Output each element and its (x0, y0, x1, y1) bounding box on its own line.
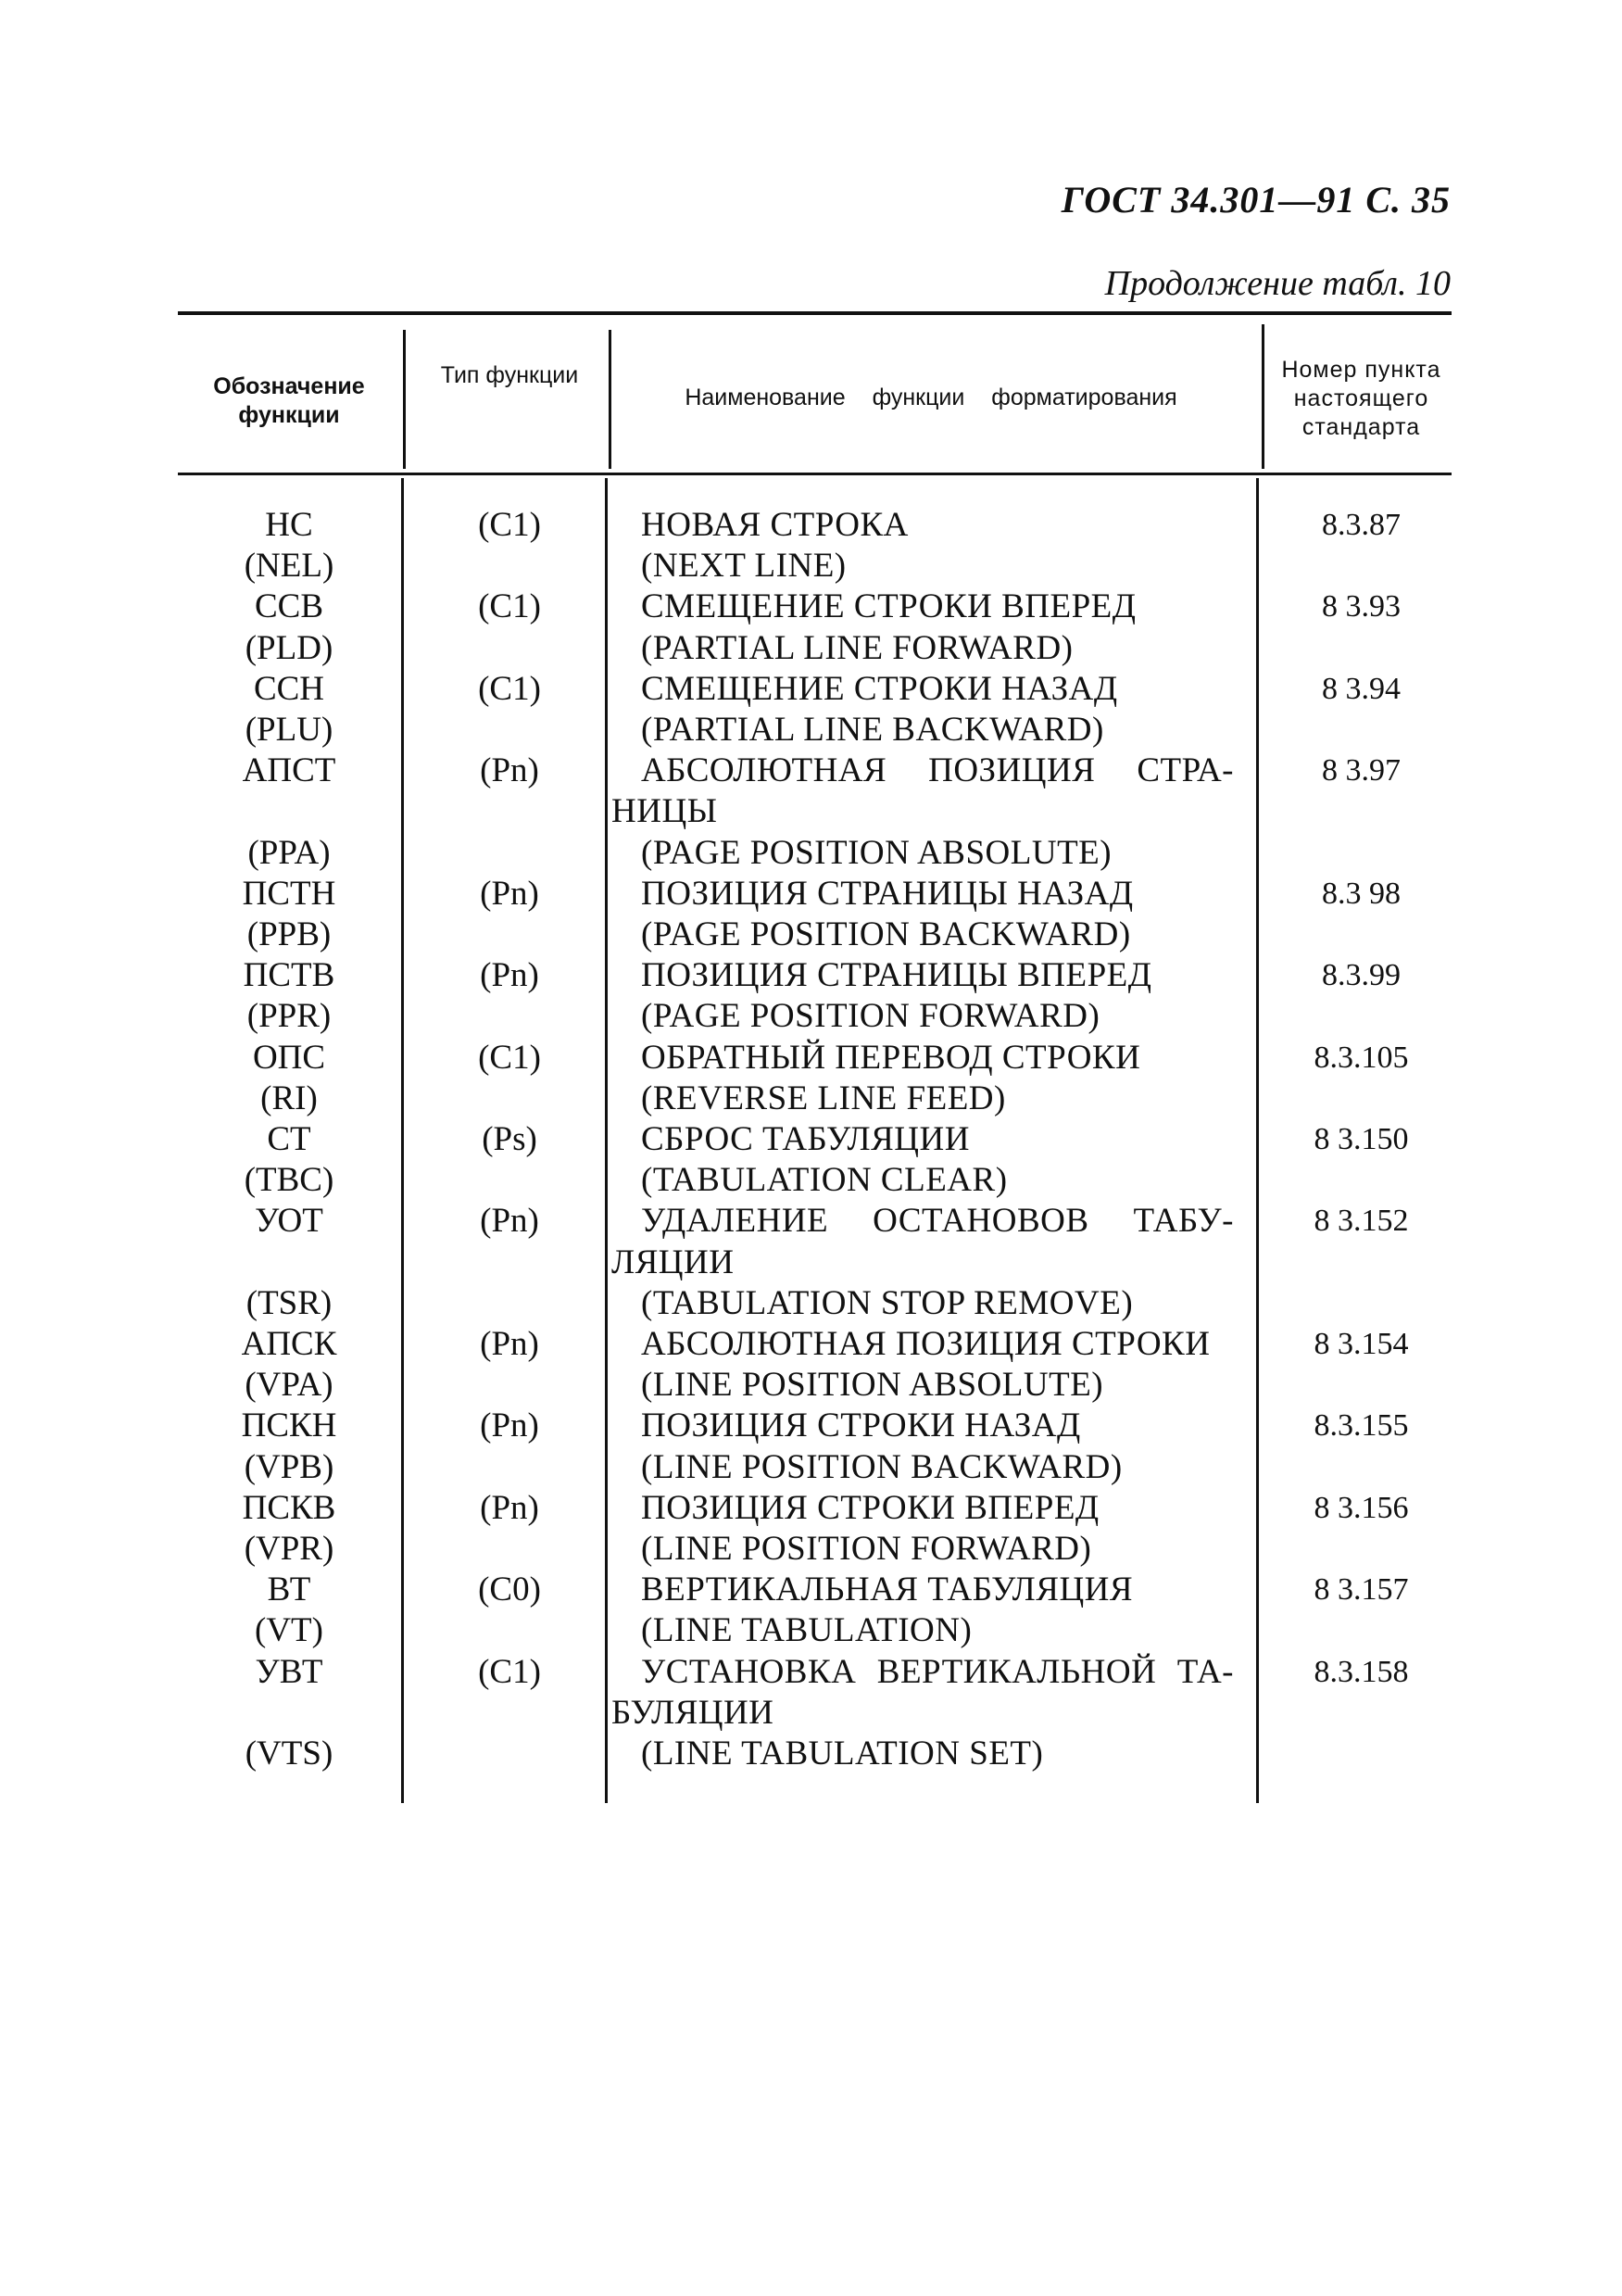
cell-name: СМЕЩЕНИЕ СТРОКИ НАЗАД (641, 669, 1118, 708)
cell-type: (С0) (478, 1571, 541, 1609)
table-row (0, 669, 1622, 710)
table-row (0, 874, 1622, 915)
cell-name: (PARTIAL LINE FORWARD) (641, 628, 1074, 667)
cell-name: УДАЛЕНИЕ ОСТАНОВОВ ТАБУ- (641, 1202, 1234, 1241)
cell-code: ОПС (252, 1038, 326, 1077)
cell-code: ССН (253, 669, 325, 708)
cell-code: АПСТ (242, 751, 336, 790)
cell-name: (PAGE POSITION ABSOLUTE) (641, 833, 1113, 872)
column-header-clause: Номер пункта настоящего стандарта (1281, 357, 1441, 440)
table-row (0, 1610, 1622, 1651)
cell-clause: 8.3.105 (1314, 1040, 1409, 1075)
cell-clause: 8.3.99 (1322, 958, 1401, 993)
cell-type: (С1) (478, 506, 541, 544)
cell-type: (С1) (478, 1652, 541, 1691)
cell-code: ПСТВ (243, 956, 335, 995)
table-row (0, 1529, 1622, 1570)
cell-code: НС (265, 506, 313, 544)
cell-code: (PPA) (247, 833, 331, 872)
table-row (0, 1201, 1622, 1242)
cell-code: (VPA) (245, 1366, 333, 1405)
table-top-rule (178, 311, 1452, 315)
cell-name: ПОЗИЦИЯ СТРАНИЦЫ ВПЕРЕД (641, 956, 1152, 995)
cell-code: (PLD) (245, 628, 333, 667)
cell-name: (LINE POSITION ABSOLUTE) (641, 1366, 1104, 1405)
cell-name: ПОЗИЦИЯ СТРОКИ НАЗАД (641, 1407, 1081, 1445)
cell-name: АБСОЛЮТНАЯ ПОЗИЦИЯ СТРА- (641, 751, 1234, 790)
table-row (0, 1406, 1622, 1446)
cell-code: УОТ (255, 1202, 323, 1241)
column-header-type: Тип функции (440, 362, 579, 388)
cell-name: БУЛЯЦИИ (611, 1693, 774, 1732)
table-row (0, 751, 1622, 791)
table-row (0, 1324, 1622, 1365)
cell-name: (LINE POSITION FORWARD) (641, 1530, 1092, 1568)
cell-name: ПОЗИЦИЯ СТРАНИЦЫ НАЗАД (641, 874, 1134, 913)
cell-name: (LINE TABULATION SET) (641, 1735, 1044, 1772)
cell-type: (Pn) (480, 1488, 539, 1527)
cell-name: (PAGE POSITION BACKWARD) (641, 915, 1131, 953)
cell-clause: 8 3.97 (1322, 753, 1401, 788)
cell-code: (VTS) (245, 1735, 333, 1772)
header-divider-3 (1262, 324, 1264, 469)
table-row (0, 833, 1622, 874)
table-row (0, 1160, 1622, 1201)
cell-name: (PAGE POSITION FORWARD) (641, 997, 1100, 1036)
cell-type: (Pn) (480, 1202, 539, 1241)
table-row (0, 915, 1622, 955)
table-row (0, 1693, 1622, 1734)
table-row (0, 628, 1622, 669)
cell-type: (Pn) (480, 1407, 539, 1445)
cell-code: (TSR) (245, 1283, 333, 1322)
table-row (0, 1488, 1622, 1529)
cell-code: (PPB) (246, 915, 332, 953)
cell-name: (TABULATION CLEAR) (641, 1161, 1008, 1200)
table-row (0, 505, 1622, 546)
cell-name: (LINE TABULATION) (641, 1611, 973, 1650)
cell-name: ЛЯЦИИ (611, 1243, 735, 1281)
cell-code: (NEL) (244, 547, 334, 586)
table-row (0, 1570, 1622, 1610)
cell-name: ОБРАТНЫЙ ПЕРЕВОД СТРОКИ (641, 1038, 1141, 1077)
cell-clause: 8 3.156 (1314, 1490, 1409, 1525)
cell-code: (VPB) (244, 1447, 334, 1486)
cell-type: (Ps) (482, 1120, 537, 1158)
table-row (0, 587, 1622, 627)
cell-clause: 8 3.150 (1314, 1122, 1409, 1156)
column-header-name: Наименование функции форматирования (685, 385, 1177, 410)
table-header-rule (178, 473, 1452, 475)
cell-code: ССВ (254, 587, 324, 626)
cell-code: ПСКВ (242, 1488, 336, 1527)
cell-name: СБРОС ТАБУЛЯЦИИ (641, 1120, 970, 1158)
cell-name: ПОЗИЦИЯ СТРОКИ ВПЕРЕД (641, 1488, 1100, 1527)
cell-name: УСТАНОВКА ВЕРТИКАЛЬНОЙ ТА- (641, 1652, 1234, 1691)
cell-name: (LINE POSITION BACKWARD) (641, 1447, 1123, 1486)
cell-type: (С1) (478, 587, 541, 626)
cell-clause: 8.3.87 (1322, 508, 1401, 542)
table-row (0, 710, 1622, 751)
table-row (0, 1652, 1622, 1693)
table-row (0, 1119, 1622, 1160)
cell-type: (Pn) (480, 956, 539, 995)
cell-clause: 8.3.155 (1314, 1408, 1409, 1444)
cell-clause: 8 3.152 (1314, 1204, 1409, 1239)
cell-name: (REVERSE LINE FEED) (641, 1079, 1006, 1117)
cell-code: СТ (267, 1120, 311, 1158)
cell-type: (Pn) (480, 874, 539, 913)
table-row (0, 1447, 1622, 1488)
cell-name: (NEXT LINE) (641, 547, 847, 586)
table-row (0, 1038, 1622, 1079)
cell-code: ВТ (267, 1571, 311, 1609)
cell-type: (Pn) (480, 1325, 539, 1363)
cell-code: (RI) (260, 1079, 318, 1117)
cell-clause: 8.3.158 (1314, 1654, 1409, 1689)
cell-clause: 8 3.94 (1322, 671, 1401, 706)
cell-code: (PLU) (245, 711, 333, 749)
table-row (0, 1365, 1622, 1406)
cell-code: (PPR) (246, 997, 332, 1036)
table-row (0, 791, 1622, 832)
cell-name: (TABULATION STOP REMOVE) (641, 1283, 1134, 1322)
page-header: ГОСТ 34.301—91 С. 35 (1061, 179, 1451, 221)
table-row (0, 955, 1622, 996)
cell-name: НИЦЫ (611, 792, 718, 831)
cell-clause: 8.3 98 (1322, 876, 1401, 911)
cell-code: (VT) (255, 1611, 323, 1650)
table-row (0, 1283, 1622, 1324)
table-row (0, 1243, 1622, 1283)
cell-name: ВЕРТИКАЛЬНАЯ ТАБУЛЯЦИЯ (641, 1571, 1134, 1609)
cell-clause: 8 3.154 (1314, 1327, 1409, 1361)
table-row (0, 996, 1622, 1037)
cell-type: (С1) (478, 1038, 541, 1077)
cell-code: АПСК (241, 1325, 337, 1363)
cell-type: (Pn) (480, 751, 539, 790)
cell-code: ПСКН (241, 1407, 337, 1445)
cell-name: (PARTIAL LINE BACKWARD) (641, 711, 1104, 749)
table-row (0, 1079, 1622, 1119)
cell-code: ПСТН (242, 874, 336, 913)
cell-code: УВТ (255, 1652, 323, 1691)
cell-name: СМЕЩЕНИЕ СТРОКИ ВПЕРЕД (641, 587, 1137, 626)
cell-name: НОВАЯ СТРОКА (641, 506, 909, 544)
cell-clause: 8 3.93 (1322, 589, 1401, 624)
table-caption: Продолжение табл. 10 (1104, 264, 1451, 303)
cell-code: (VPR) (244, 1530, 334, 1568)
cell-code: (TBC) (244, 1161, 334, 1200)
cell-name: АБСОЛЮТНАЯ ПОЗИЦИЯ СТРОКИ (641, 1325, 1211, 1363)
column-header-code: Обозначение функции (213, 373, 365, 428)
cell-clause: 8 3.157 (1314, 1572, 1409, 1608)
table-row (0, 1734, 1622, 1774)
cell-type: (С1) (478, 669, 541, 708)
table-row (0, 546, 1622, 587)
header-divider-1 (403, 330, 406, 469)
